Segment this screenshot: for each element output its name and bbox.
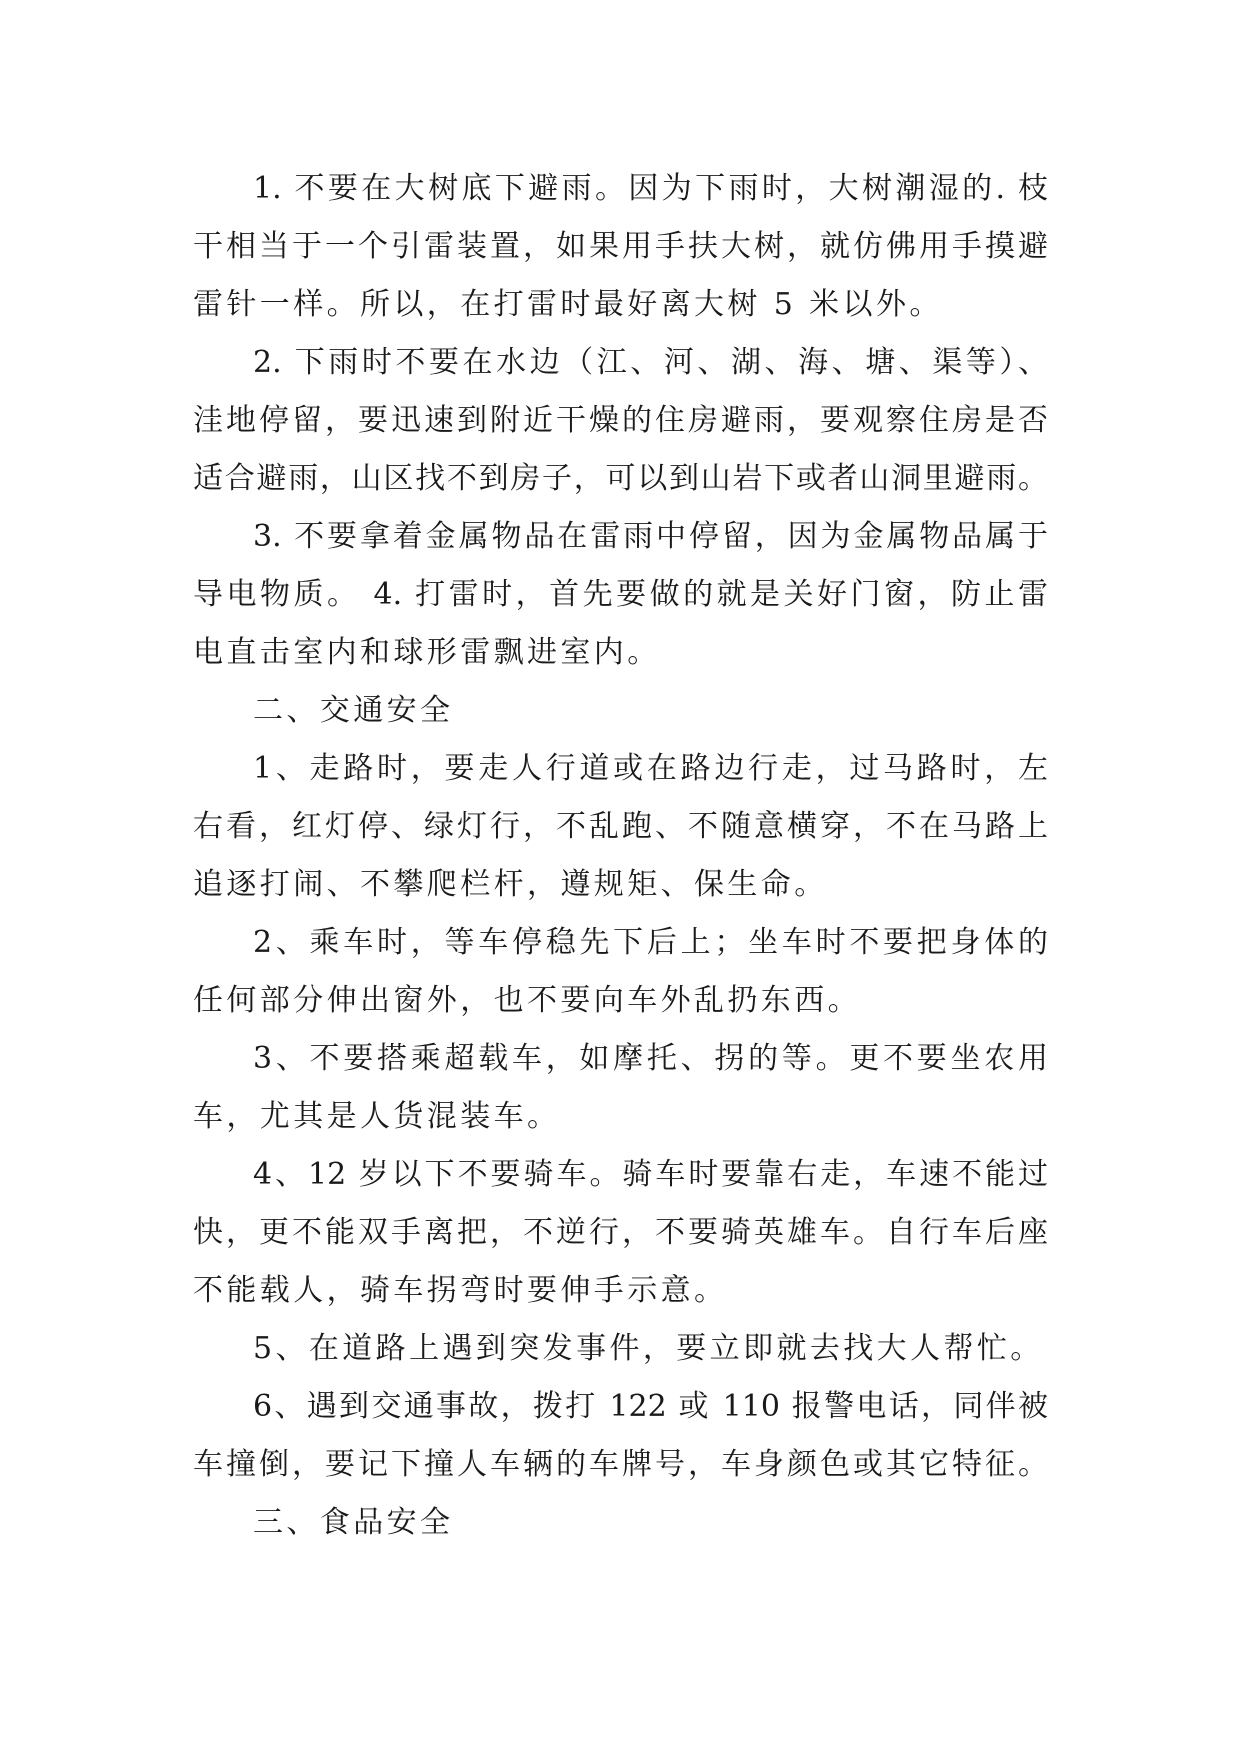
text-line: 不能载人，骑车拐弯时要伸手示意。 bbox=[193, 1273, 728, 1308]
text-line: 3、不要搭乘超载车，如摩托、拐的等。更不要坐农用 bbox=[253, 1041, 1048, 1076]
text-line: 6、遇到交通事故，拨打 122 或 110 报警电话，同伴被 bbox=[253, 1389, 1048, 1424]
text-line: 1、走路时，要走人行道或在路边行走，过马路时，左 bbox=[253, 751, 1048, 786]
text-line: 右看，红灯停、绿灯行，不乱跑、不随意横穿，不在马路上 bbox=[193, 809, 1048, 844]
text-line: 快，更不能双手离把，不逆行，不要骑英雄车。自行车后座 bbox=[193, 1215, 1048, 1250]
text-line: 车，尤其是人货混装车。 bbox=[193, 1099, 561, 1134]
section-heading: 三、食品安全 bbox=[253, 1505, 454, 1540]
text-line: 雷针一样。所以，在打雷时最好离大树 5 米以外。 bbox=[193, 287, 943, 322]
section-heading: 二、交通安全 bbox=[253, 693, 454, 728]
text-line: 1. 不要在大树底下避雨。因为下雨时，大树潮湿的. 枝 bbox=[253, 171, 1048, 206]
text-line: 洼地停留，要迅速到附近干燥的住房避雨，要观察住房是否 bbox=[193, 403, 1048, 438]
text-line: 3. 不要拿着金属物品在雷雨中停留，因为金属物品属于 bbox=[253, 519, 1048, 554]
text-line: 2. 下雨时不要在水边（江、河、湖、海、塘、渠等）、 bbox=[253, 345, 1048, 380]
text-line: 任何部分伸出窗外，也不要向车外乱扔东西。 bbox=[193, 983, 861, 1018]
text-line: 电直击室内和球形雷飘进室内。 bbox=[193, 635, 661, 670]
text-line: 5、在道路上遇到突发事件，要立即就去找大人帮忙。 bbox=[253, 1331, 1044, 1366]
text-line: 4、12 岁以下不要骑车。骑车时要靠右走，车速不能过 bbox=[253, 1157, 1048, 1192]
text-line: 追逐打闹、不攀爬栏杆，遵规矩、保生命。 bbox=[193, 867, 828, 902]
text-line: 导电物质。 4. 打雷时，首先要做的就是关好门窗，防止雷 bbox=[193, 577, 1048, 612]
text-line: 干相当于一个引雷装置，如果用手扶大树，就仿佛用手摸避 bbox=[193, 229, 1048, 264]
text-line: 适合避雨，山区找不到房子，可以到山岩下或者山洞里避雨。 bbox=[193, 461, 1048, 496]
document-body bbox=[193, 160, 1048, 1552]
text-line: 车撞倒，要记下撞人车辆的车牌号，车身颜色或其它特征。 bbox=[193, 1447, 1048, 1482]
text-line: 2、乘车时，等车停稳先下后上；坐车时不要把身体的 bbox=[253, 925, 1048, 960]
